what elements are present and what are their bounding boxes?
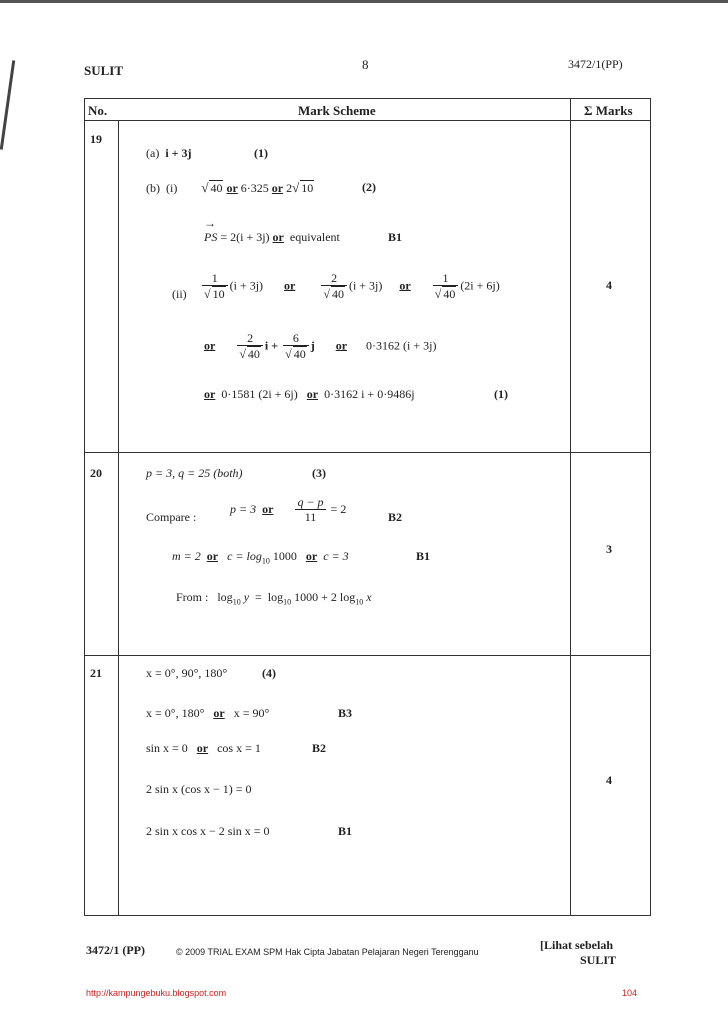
q21-line2-mark: B3 [338, 706, 353, 720]
q19-bii-line3: or 0·1581 (2i + 6j) or 0·3162 i + 0·9486j [204, 387, 415, 401]
q19-number: 19 [90, 132, 102, 146]
q21-line5-mark: B1 [338, 824, 353, 838]
q20-m-line: m = 2 or $c = \log_{10} 1000$ or c = 3 [172, 549, 349, 566]
q21-total-marks: 4 [606, 773, 612, 787]
q19-ps-arrow: → [204, 216, 216, 230]
q19-bii-label: (ii) [172, 287, 187, 301]
footer-sulit: SULIT [580, 953, 617, 967]
table-right-border [650, 98, 651, 916]
q21-line1: x = 0°, 90°, 180° [146, 666, 228, 680]
q19-bii-line2: or $\frac{2}{√ 40}$ i + $\frac{6}{√ 40}$ j or 0·3162 (i + 3j) [204, 331, 437, 361]
q19-a-line: (a) i + 3j [146, 146, 192, 160]
q20-total-marks: 3 [606, 542, 612, 556]
table-marks-col-divider [570, 98, 571, 916]
table-header-bottom [84, 120, 650, 121]
table-left-border [84, 98, 85, 916]
header-sulit: SULIT [84, 63, 124, 78]
q21-line1-mark: (4) [262, 666, 276, 680]
q19-bii-mark: (1) [494, 387, 508, 401]
row-divider-19-20 [84, 452, 650, 453]
footer-lihat-sebelah: [Lihat sebelah [540, 938, 614, 952]
q20-number: 20 [90, 466, 102, 480]
q19-bii-line1: $\frac{1}{√ 10}$ (i + 3j) or $\frac{2}{√ 40}$ (i + 3j) or $\frac{1}{√ 40}$ (2i + 6j) [204, 271, 500, 301]
q20-line1: p = 3, q = 25 (both) [146, 466, 243, 480]
header-page-number: 8 [362, 57, 369, 72]
scan-top-edge [0, 0, 728, 3]
header-code: 3472/1(PP) [568, 57, 623, 71]
q19-ps-mark: B1 [388, 230, 403, 244]
q21-line3-mark: B2 [312, 741, 327, 755]
row-divider-20-21 [84, 655, 650, 656]
scan-left-mark [0, 60, 15, 150]
col-header-no: No. [88, 103, 108, 118]
q19-a-mark: (1) [254, 146, 268, 160]
q19-ps-line: PS = 2(i + 3j) or equivalent [204, 230, 340, 244]
footer-copyright: © 2009 TRIAL EXAM SPM Hak Cipta Jabatan Pelajaran Negeri Terengganu [176, 947, 479, 957]
table-no-col-divider [118, 120, 119, 916]
q20-compare-label: Compare : [146, 510, 197, 524]
col-header-marks: Σ Marks [584, 103, 633, 118]
footer-page-number: 104 [622, 988, 638, 998]
q20-m-mark: B1 [416, 549, 431, 563]
q19-total-marks: 4 [606, 278, 612, 292]
q21-line5: 2 sin x cos x − 2 sin x = 0 [146, 824, 270, 838]
col-header-scheme: Mark Scheme [298, 103, 376, 118]
q19-bi-mark: (2) [362, 180, 376, 194]
q20-compare-expr: p = 3 or $\frac{q - p}{11}$ = 2 [230, 495, 347, 524]
footer-url-link[interactable]: http://kampungebuku.blogspot.com [86, 988, 227, 998]
q21-line4: 2 sin x (cos x − 1) = 0 [146, 782, 252, 796]
table-bottom-border [84, 915, 650, 916]
q20-compare-mark: B2 [388, 510, 403, 524]
q21-line3: sin x = 0 or cos x = 1 [146, 741, 261, 755]
q21-line2: x = 0°, 180° or x = 90° [146, 706, 270, 720]
footer-code: 3472/1 (PP) [86, 943, 145, 957]
q19-bi-line: (b) (i) √ 40 or 6·325 or 2√ 10 [146, 180, 314, 195]
q20-from-line: From : $\log_{10} y = \log_{10} 1000 + 2$ $\log_{10} x$ [176, 590, 372, 607]
table-top-border [84, 98, 650, 99]
q20-line1-mark: (3) [312, 466, 326, 480]
q21-number: 21 [90, 666, 102, 680]
